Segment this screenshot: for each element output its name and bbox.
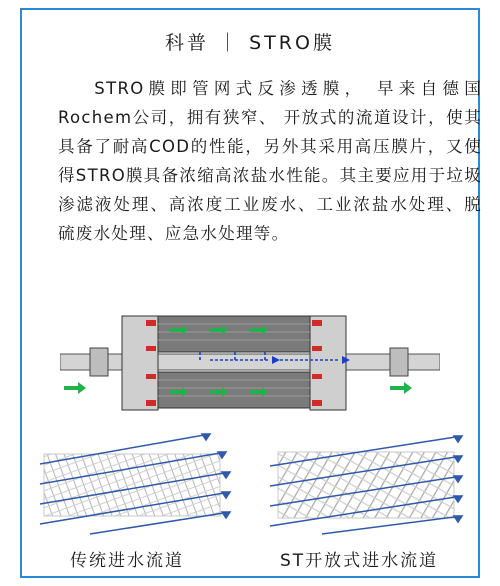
article-title: 科普 ｜ STRO膜 xyxy=(165,32,335,54)
article-body xyxy=(58,74,482,248)
open-channel-illustration xyxy=(262,432,472,537)
caption-traditional: 传统进水流道 xyxy=(70,551,184,571)
traditional-channel-illustration xyxy=(30,432,240,537)
body-paragraph: STRO膜即管网式反渗透膜， 早来自德国Rochem公司，拥有狭窄、 开放式的流道设计，使其具备了耐高COD的性能，另外其采用高压膜片，又使得STRO膜具备浓缩高浓盐水性能。其主要应用于垃圾渗滤液处理、高浓度工业废水、工业浓盐水处理、脱硫废水处理、应急水处理等。 xyxy=(58,79,483,243)
caption-open: ST开放式进水流道 xyxy=(280,551,439,571)
module-cross-section-diagram xyxy=(60,310,440,420)
